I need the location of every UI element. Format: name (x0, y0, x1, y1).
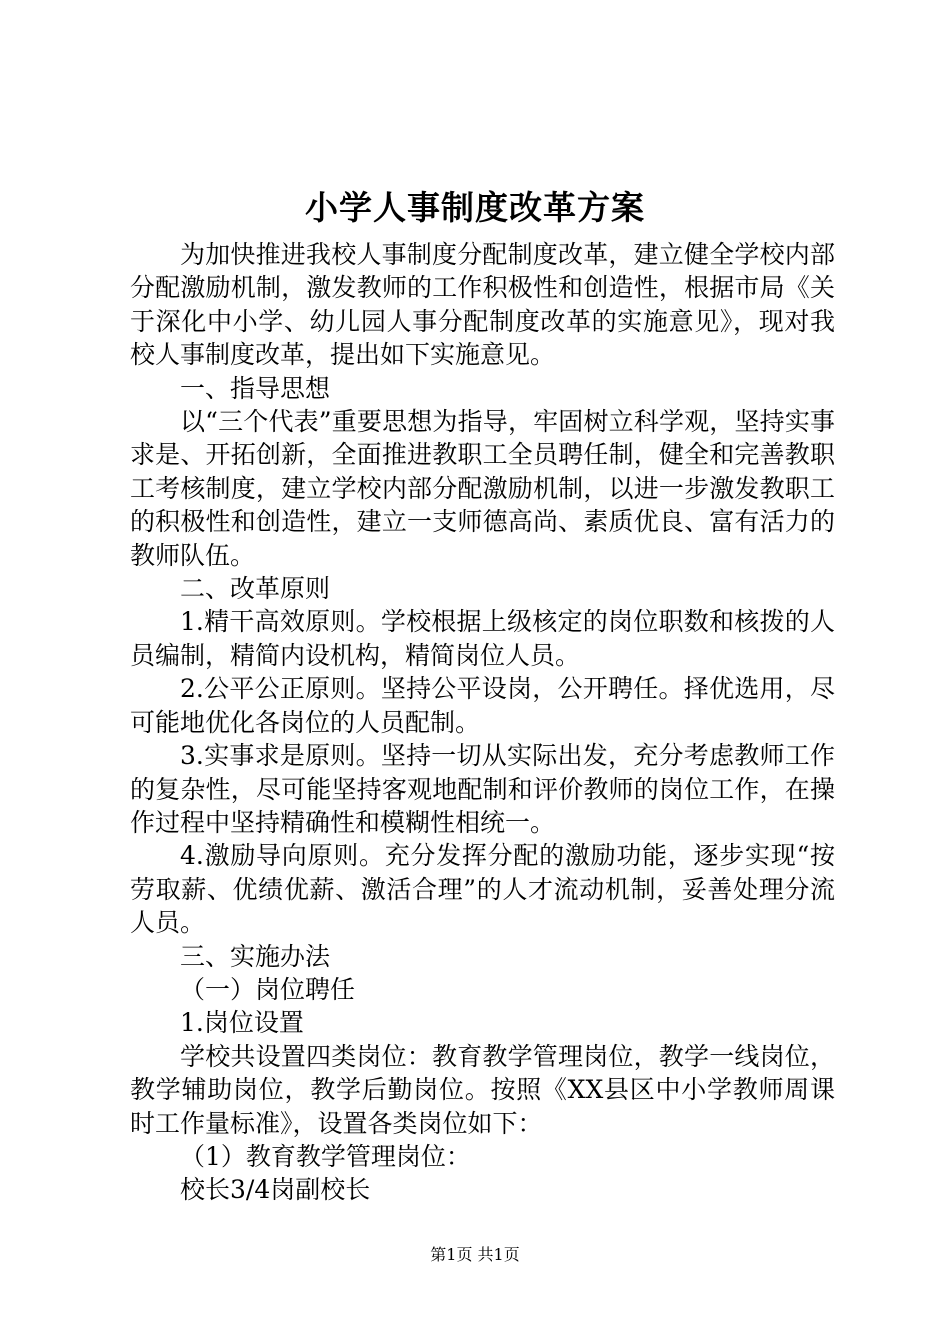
subsection-heading-1: （一）岗位聘任 (180, 974, 356, 1004)
item-management-positions: （1）教育教学管理岗位： (180, 1141, 471, 1171)
item-heading-1: 1.岗位设置 (180, 1008, 304, 1038)
document-body (130, 238, 835, 1207)
paragraph-principle-1: 1.精干高效原则。学校根据上级核定的岗位职数和核拨的人员编制，精简内设机构，精简岗位人员。 (130, 607, 835, 670)
paragraph-intro: 为加快推进我校人事制度分配制度改革，建立健全学校内部分配激励机制，激发教师的工作积极性和创造性，根据市局《关于深化中小学、幼儿园人事分配制度改革的实施意见》，现对我校人事制度改革，提出如下实施意见。 (130, 240, 835, 370)
paragraph-principle-4: 4.激励导向原则。充分发挥分配的激励功能，逐步实现“按劳取薪、优绩优薪、激活合理”的人才流动机制，妥善处理分流人员。 (130, 841, 835, 938)
section-heading-2: 二、改革原则 (180, 574, 331, 604)
section-heading-1: 一、指导思想 (180, 373, 331, 403)
section-heading-3: 三、实施办法 (180, 941, 331, 971)
paragraph-principle-3: 3.实事求是原则。坚持一切从实际出发，充分考虑教师工作的复杂性，尽可能坚持客观地配制和评价教师的岗位工作，在操作过程中坚持精确性和模糊性相统一。 (130, 741, 835, 837)
paragraph-position-setup: 学校共设置四类岗位：教育教学管理岗位，教学一线岗位，教学辅助岗位，教学后勤岗位。按照《XX县区中小学教师周课时工作量标准》，设置各类岗位如下： (130, 1041, 835, 1138)
paragraph-principle-2: 2.公平公正原则。坚持公平设岗，公开聘任。择优选用，尽可能地优化各岗位的人员配制。 (130, 674, 835, 737)
page-footer: 第1页 共1页 (430, 1245, 520, 1264)
document-title: 小学人事制度改革方案 (305, 188, 645, 227)
paragraph-guiding-thought: 以“三个代表”重要思想为指导，牢固树立科学观，坚持实事求是、开拓创新，全面推进教职工全员聘任制，健全和完善教职工考核制度，建立学校内部分配激励机制，以进一步激发教职工的积极性和创造性，建立一支师德高尚、素质优良、富有活力的教师队伍。 (130, 407, 835, 570)
item-principal-positions: 校长3/4岗副校长 (180, 1175, 371, 1205)
